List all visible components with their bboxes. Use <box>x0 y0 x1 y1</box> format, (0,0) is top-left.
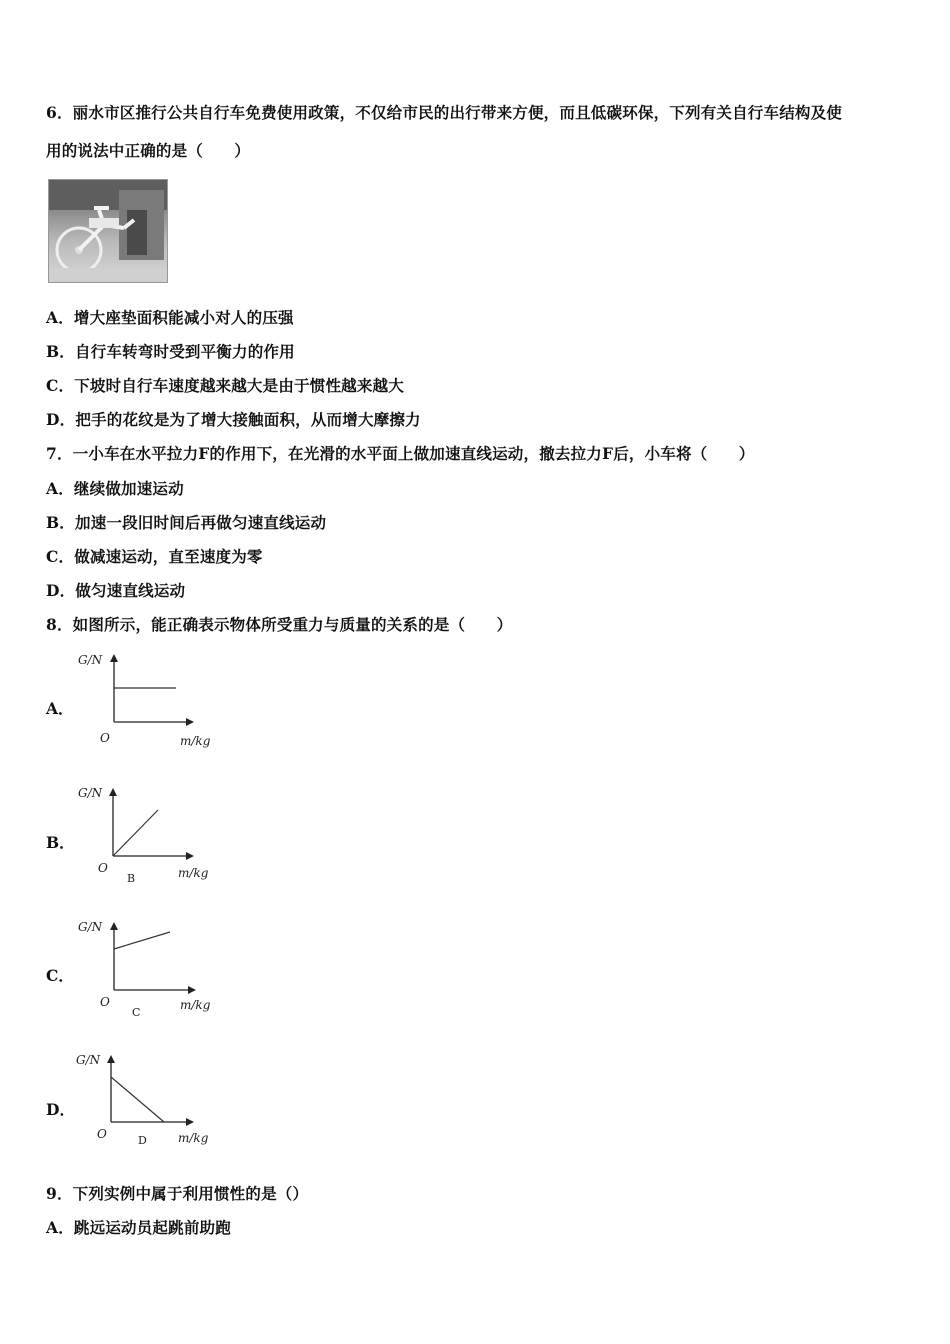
graph-a-y-arrow <box>110 654 118 662</box>
graph-c-origin: O <box>100 995 110 1009</box>
graph-b-y-arrow <box>109 788 117 796</box>
graph-d-caption: D <box>138 1134 147 1147</box>
graph-c-x-arrow <box>188 986 196 994</box>
graph-c-data-line <box>114 932 170 949</box>
q7-option-c: C．做减速运动，直至速度为零 <box>46 547 263 566</box>
graph-d-y-axis-label: G/N <box>76 1053 101 1067</box>
graph-b-x-axis-label: m/kg <box>178 866 209 880</box>
graph-c-y-arrow <box>110 922 118 930</box>
graph-d-origin: O <box>97 1127 107 1141</box>
q8-graph-d-label: D． <box>46 1100 75 1119</box>
graph-d-x-arrow <box>186 1118 194 1126</box>
q8-graph-d <box>70 1047 230 1157</box>
q8-graph-c-label: C． <box>46 966 74 985</box>
graph-b-y-axis-label: G/N <box>78 786 103 800</box>
graph-d-y-arrow <box>107 1055 115 1063</box>
q6-stem-line1: 6．丽水市区推行公共自行车免费使用政策，不仅给市民的出行带来方便，而且低碳环保，下列有关自行车结构及使 <box>46 103 842 122</box>
graph-b-origin: O <box>98 861 108 875</box>
q8-graph-b <box>70 780 230 890</box>
bicycle-photo <box>48 179 168 283</box>
q8-graph-b-label: B． <box>46 833 75 852</box>
q7-option-d: D．做匀速直线运动 <box>46 581 186 600</box>
q6-option-a: A．增大座垫面积能减小对人的压强 <box>46 308 294 327</box>
graph-d-data-line <box>111 1077 164 1122</box>
q7-stem: 7．一小车在水平拉力F的作用下，在光滑的水平面上做加速直线运动，撤去拉力F后，小车将（ ） <box>46 444 755 463</box>
q6-stem-line2: 用的说法中正确的是（ ） <box>46 141 251 160</box>
q6-option-b: B．自行车转弯时受到平衡力的作用 <box>46 342 295 361</box>
graph-b-data-line <box>113 810 158 856</box>
q8-graph-a-label: A． <box>46 699 74 718</box>
graph-a-x-axis-label: m/kg <box>180 734 211 748</box>
graph-c-y-axis-label: G/N <box>78 920 103 934</box>
q9-stem: 9．下列实例中属于利用惯性的是（） <box>46 1184 309 1203</box>
q6-option-c: C．下坡时自行车速度越来越大是由于惯性越来越大 <box>46 376 404 395</box>
q8-graph-c <box>70 914 230 1024</box>
graph-c-caption: C <box>132 1006 141 1019</box>
graph-a-y-axis-label: G/N <box>78 653 103 667</box>
graph-b-x-arrow <box>186 852 194 860</box>
graph-b-caption: B <box>127 872 136 885</box>
q6-option-d: D．把手的花纹是为了增大接触面积，从而增大摩擦力 <box>46 410 421 429</box>
graph-a-origin: O <box>100 731 110 745</box>
q9-option-a: A．跳远运动员起跳前助跑 <box>46 1218 231 1237</box>
q7-option-a: A．继续做加速运动 <box>46 479 184 498</box>
q8-stem: 8．如图所示，能正确表示物体所受重力与质量的关系的是（ ） <box>46 615 513 634</box>
q7-option-b: B．加速一段旧时间后再做匀速直线运动 <box>46 513 327 532</box>
graph-c-x-axis-label: m/kg <box>180 998 211 1012</box>
graph-d-x-axis-label: m/kg <box>178 1131 209 1145</box>
graph-a-x-arrow <box>186 718 194 726</box>
q8-graph-a <box>70 648 230 758</box>
